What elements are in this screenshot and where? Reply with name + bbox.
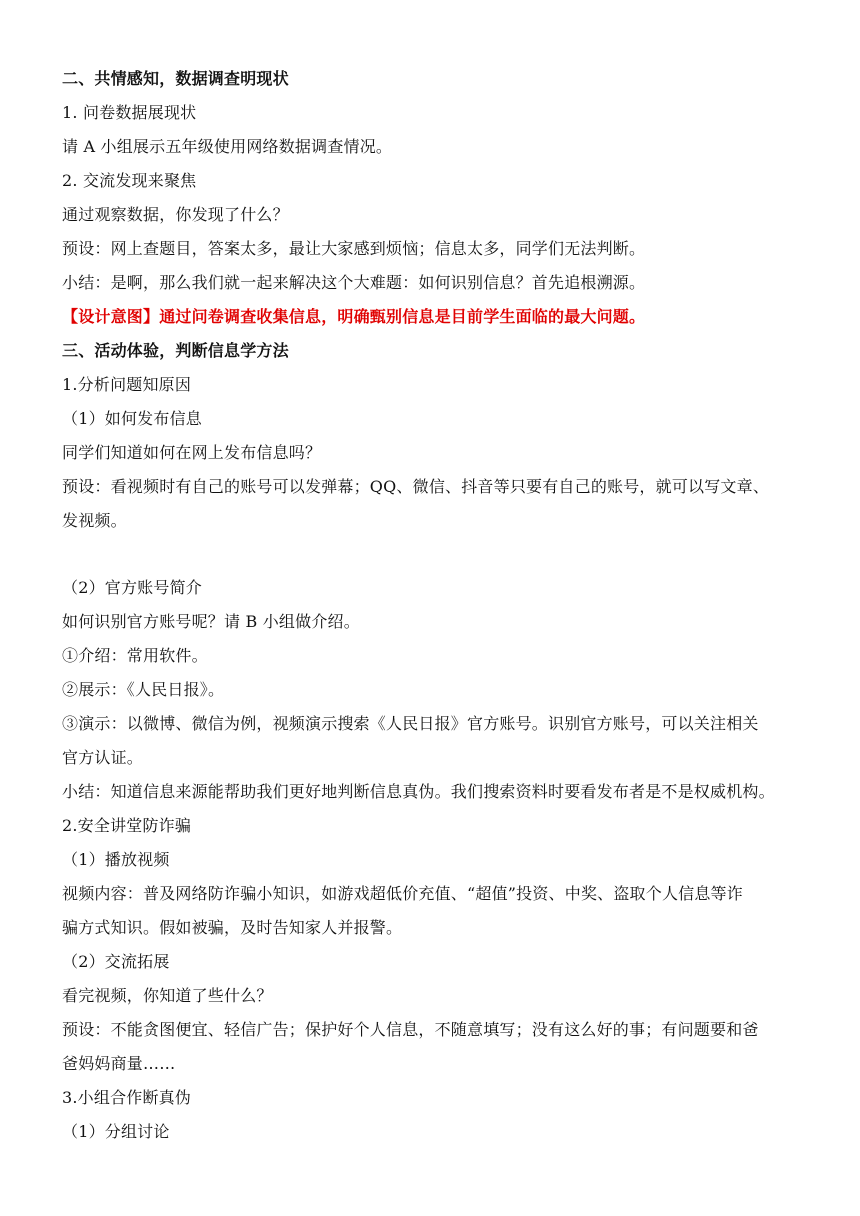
paragraph: 爸妈妈商量…… bbox=[62, 1054, 176, 1073]
paragraph: 发视频。 bbox=[62, 511, 127, 530]
subheading: 3.小组合作断真伪 bbox=[62, 1088, 192, 1107]
section-heading: 三、活动体验，判断信息学方法 bbox=[62, 341, 289, 360]
subheading: 2.安全讲堂防诈骗 bbox=[62, 816, 192, 835]
paragraph: 看完视频，你知道了些什么？ bbox=[62, 986, 273, 1005]
paragraph: ②展示：《人民日报》。 bbox=[62, 680, 225, 699]
subheading: （2）官方账号简介 bbox=[62, 578, 202, 597]
subheading: 2. 交流发现来聚焦 bbox=[62, 171, 197, 190]
subheading: 1.分析问题知原因 bbox=[62, 375, 192, 394]
paragraph: 预设：网上查题目，答案太多，最让大家感到烦恼；信息太多，同学们无法判断。 bbox=[62, 239, 646, 258]
paragraph: ③演示：以微博、微信为例，视频演示搜索《人民日报》官方账号。识别官方账号，可以关注相关 bbox=[62, 714, 759, 733]
section-heading: 二、共情感知，数据调查明现状 bbox=[62, 69, 289, 88]
paragraph: 通过观察数据，你发现了什么？ bbox=[62, 205, 289, 224]
paragraph: 如何识别官方账号呢？请 B 小组做介绍。 bbox=[62, 612, 360, 631]
paragraph: 视频内容：普及网络防诈骗小知识，如游戏超低价充值、“超值”投资、中奖、盗取个人信息等诈 bbox=[62, 884, 743, 903]
paragraph: ①介绍：常用软件。 bbox=[62, 646, 208, 665]
design-intent: 【设计意图】通过问卷调查收集信息，明确甄别信息是目前学生面临的最大问题。 bbox=[62, 307, 646, 326]
paragraph: 请 A 小组展示五年级使用网络数据调查情况。 bbox=[62, 137, 393, 156]
subheading: （1）分组讨论 bbox=[62, 1122, 170, 1141]
paragraph: 小结：是啊，那么我们就一起来解决这个大难题：如何识别信息？首先追根溯源。 bbox=[62, 273, 646, 292]
subheading: （1）如何发布信息 bbox=[62, 409, 202, 428]
paragraph: 预设：不能贪图便宜、轻信广告；保护好个人信息，不随意填写；没有这么好的事；有问题要和爸 bbox=[62, 1020, 759, 1039]
subheading: （1）播放视频 bbox=[62, 850, 170, 869]
subheading: （2）交流拓展 bbox=[62, 952, 170, 971]
paragraph: 小结：知道信息来源能帮助我们更好地判断信息真伪。我们搜索资料时要看发布者是不是权威机构。 bbox=[62, 782, 775, 801]
paragraph: 同学们知道如何在网上发布信息吗？ bbox=[62, 443, 322, 462]
paragraph: 官方认证。 bbox=[62, 748, 144, 767]
paragraph: 骗方式知识。假如被骗，及时告知家人并报警。 bbox=[62, 918, 403, 937]
paragraph: 预设：看视频时有自己的账号可以发弹幕；QQ、微信、抖音等只要有自己的账号，就可以写文章、 bbox=[62, 477, 770, 496]
subheading: 1. 问卷数据展现状 bbox=[62, 103, 197, 122]
